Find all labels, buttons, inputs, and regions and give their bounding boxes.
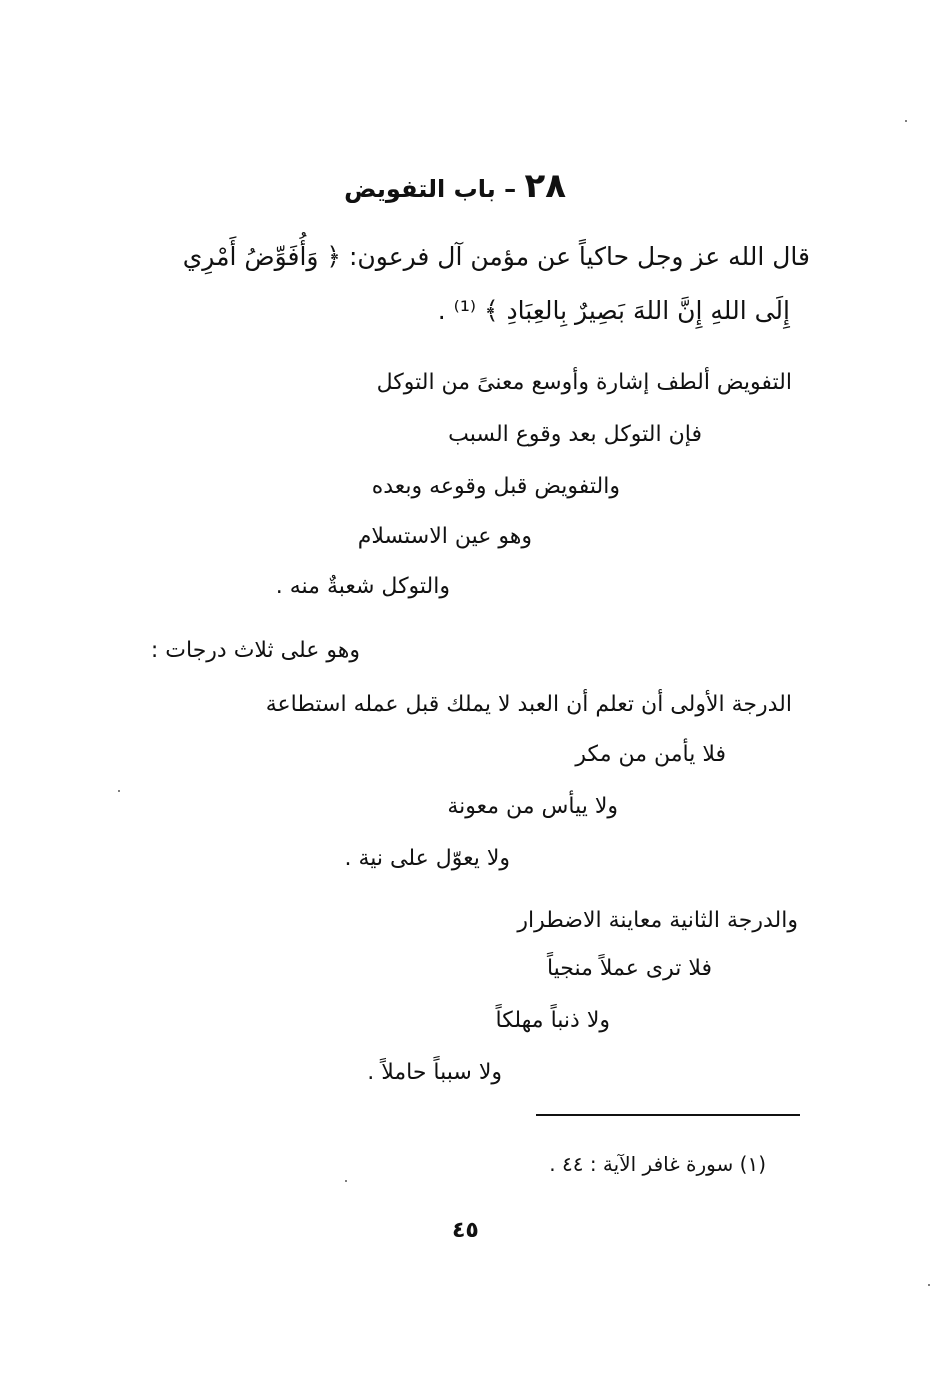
page-number: ٤٥ — [452, 1218, 479, 1243]
scan-speck — [345, 1180, 347, 1182]
degree2-line-1: والدرجة الثانية معاينة الاضطرار — [517, 908, 798, 933]
degree1-line-3: ولا ييأس من معونة — [447, 794, 618, 819]
chapter-number: ٢٨ — [524, 166, 566, 206]
degrees-intro: وهو على ثلاث درجات : — [150, 638, 360, 663]
scan-speck — [928, 1284, 930, 1286]
intro-line-1: قال الله عز وجل حاكياً عن مؤمن آل فرعون: ﴿ وَأُفَوِّضُ أَمْرِي — [182, 242, 810, 271]
definition-line-4: وهو عين الاستسلام — [357, 524, 532, 549]
footnote: (١) سورة غافر الآية : ٤٤ . — [549, 1152, 766, 1176]
definition-line-2: فإن التوكل بعد وقوع السبب — [448, 422, 702, 447]
scan-speck — [118, 790, 120, 792]
scan-speck — [905, 120, 907, 122]
definition-line-5: والتوكل شعبةٌ منه . — [275, 574, 450, 599]
degree2-line-3: ولا ذنباً مهلكاً — [495, 1008, 610, 1033]
degree2-line-2: فلا ترى عملاً منجياً — [546, 956, 712, 981]
degree1-line-2: فلا يأمن من مكر — [575, 742, 726, 767]
degree1-line-4: ولا يعوّل على نية . — [344, 846, 510, 871]
degree2-line-4: ولا سبباً حاملاً . — [367, 1060, 502, 1085]
degree1-line-1: الدرجة الأولى أن تعلم أن العبد لا يملك قبل عمله استطاعة — [265, 692, 792, 717]
definition-line-3: والتفويض قبل وقوعه وبعده — [371, 474, 620, 499]
chapter-heading — [344, 166, 566, 206]
footnote-separator — [536, 1114, 800, 1116]
intro-line-2: إِلَى اللهِ إِنَّ اللهَ بَصِيرٌ بِالعِبَادِ ﴾ ⁽¹⁾ . — [437, 296, 790, 325]
definition-line-1: التفويض ألطف إشارة وأوسع معنىً من التوكل — [376, 370, 792, 395]
chapter-title: – باب التفويض — [344, 175, 517, 203]
